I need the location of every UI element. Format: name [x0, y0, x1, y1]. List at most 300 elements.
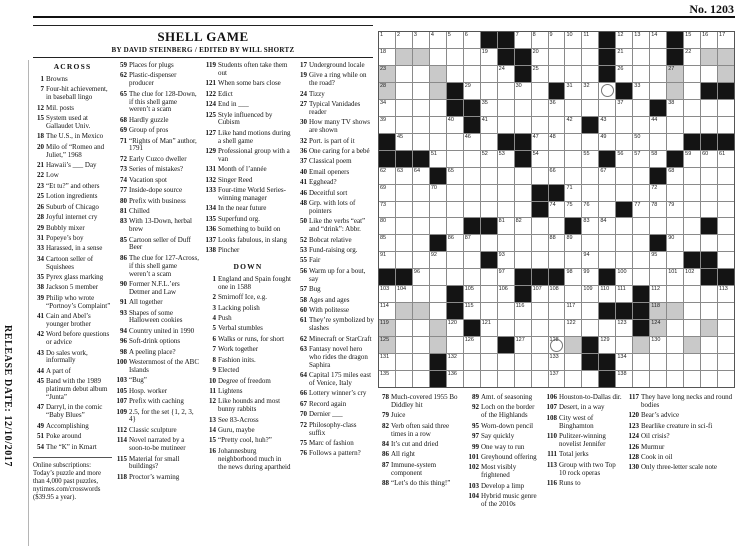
grid-cell[interactable] [650, 303, 666, 319]
grid-cell[interactable] [684, 32, 700, 48]
grid-cell[interactable] [633, 371, 649, 387]
grid-cell[interactable] [565, 66, 581, 82]
grid-cell[interactable] [396, 354, 412, 370]
grid-cell[interactable] [532, 66, 548, 82]
grid-cell[interactable] [481, 185, 497, 201]
grid-cell[interactable] [413, 83, 429, 99]
grid-cell[interactable] [498, 83, 514, 99]
grid-cell[interactable] [464, 286, 480, 302]
grid-cell[interactable] [481, 134, 497, 150]
grid-cell[interactable] [532, 337, 548, 353]
grid-cell[interactable] [430, 134, 446, 150]
grid-cell[interactable] [650, 354, 666, 370]
grid-cell[interactable] [481, 202, 497, 218]
grid-cell[interactable] [498, 66, 514, 82]
grid-cell[interactable] [464, 49, 480, 65]
grid-cell[interactable] [667, 218, 683, 234]
grid-cell[interactable] [515, 83, 531, 99]
grid-cell[interactable] [396, 218, 412, 234]
grid-cell[interactable] [718, 286, 734, 302]
grid-cell[interactable] [379, 337, 395, 353]
grid-cell[interactable] [464, 252, 480, 268]
grid-cell[interactable] [650, 320, 666, 336]
grid-cell[interactable] [684, 100, 700, 116]
grid-cell[interactable] [701, 66, 717, 82]
grid-cell[interactable] [599, 337, 615, 353]
grid-cell[interactable] [633, 151, 649, 167]
grid-cell[interactable] [701, 371, 717, 387]
grid-cell[interactable] [430, 286, 446, 302]
grid-cell[interactable] [684, 303, 700, 319]
grid-cell[interactable] [515, 185, 531, 201]
grid-cell[interactable] [599, 134, 615, 150]
grid-cell[interactable] [667, 252, 683, 268]
grid-cell[interactable] [447, 371, 463, 387]
grid-cell[interactable] [379, 354, 395, 370]
grid-cell[interactable] [447, 269, 463, 285]
grid-cell[interactable] [447, 134, 463, 150]
grid-cell[interactable] [481, 354, 497, 370]
grid-cell[interactable] [650, 66, 666, 82]
grid-cell[interactable] [396, 303, 412, 319]
grid-cell[interactable] [582, 66, 598, 82]
grid-cell[interactable] [396, 117, 412, 133]
grid-cell[interactable] [498, 202, 514, 218]
grid-cell[interactable] [498, 100, 514, 116]
grid-cell[interactable] [464, 303, 480, 319]
grid-cell[interactable] [396, 66, 412, 82]
grid-cell[interactable] [650, 252, 666, 268]
grid-cell[interactable] [667, 320, 683, 336]
grid-cell[interactable] [684, 320, 700, 336]
grid-cell[interactable] [464, 269, 480, 285]
grid-cell[interactable] [447, 185, 463, 201]
grid-cell[interactable] [667, 134, 683, 150]
grid-cell[interactable] [430, 252, 446, 268]
grid-cell[interactable] [667, 117, 683, 133]
grid-cell[interactable] [396, 320, 412, 336]
grid-cell[interactable] [667, 83, 683, 99]
grid-cell[interactable] [718, 320, 734, 336]
grid-cell[interactable] [667, 235, 683, 251]
grid-cell[interactable] [701, 235, 717, 251]
grid-cell[interactable] [684, 337, 700, 353]
grid-cell[interactable] [616, 185, 632, 201]
grid-cell[interactable] [515, 235, 531, 251]
grid-cell[interactable] [650, 202, 666, 218]
grid-cell[interactable] [396, 337, 412, 353]
grid-cell[interactable] [633, 269, 649, 285]
grid-cell[interactable] [515, 337, 531, 353]
grid-cell[interactable] [599, 185, 615, 201]
grid-cell[interactable] [599, 320, 615, 336]
grid-cell[interactable] [430, 66, 446, 82]
grid-cell[interactable] [616, 66, 632, 82]
grid-cell[interactable] [379, 235, 395, 251]
grid-cell[interactable] [701, 32, 717, 48]
grid-cell[interactable] [650, 218, 666, 234]
grid-cell[interactable] [532, 100, 548, 116]
grid-cell[interactable] [549, 100, 565, 116]
grid-cell[interactable] [565, 320, 581, 336]
grid-cell[interactable] [667, 100, 683, 116]
grid-cell[interactable] [582, 151, 598, 167]
grid-cell[interactable] [532, 354, 548, 370]
grid-cell[interactable] [718, 235, 734, 251]
grid-cell[interactable] [616, 235, 632, 251]
grid-cell[interactable] [667, 185, 683, 201]
grid-cell[interactable] [464, 371, 480, 387]
grid-cell[interactable] [481, 100, 497, 116]
grid-cell[interactable] [413, 168, 429, 184]
grid-cell[interactable] [447, 202, 463, 218]
grid-cell[interactable] [498, 218, 514, 234]
grid-cell[interactable] [464, 66, 480, 82]
grid-cell[interactable] [565, 235, 581, 251]
grid-cell[interactable] [413, 32, 429, 48]
grid-cell[interactable] [379, 202, 395, 218]
grid-cell[interactable] [718, 49, 734, 65]
grid-cell[interactable] [582, 235, 598, 251]
grid-cell[interactable] [616, 32, 632, 48]
grid-cell[interactable] [633, 337, 649, 353]
grid-cell[interactable] [464, 151, 480, 167]
grid-cell[interactable] [549, 286, 565, 302]
grid-cell[interactable] [667, 354, 683, 370]
grid-cell[interactable] [701, 354, 717, 370]
grid-cell[interactable] [396, 185, 412, 201]
grid-cell[interactable] [498, 117, 514, 133]
grid-cell[interactable] [565, 151, 581, 167]
grid-cell[interactable] [582, 49, 598, 65]
grid-cell[interactable] [650, 49, 666, 65]
grid-cell[interactable] [549, 303, 565, 319]
grid-cell[interactable] [549, 134, 565, 150]
grid-cell[interactable] [633, 49, 649, 65]
grid-cell[interactable] [565, 32, 581, 48]
grid-cell[interactable] [684, 49, 700, 65]
grid-cell[interactable] [633, 134, 649, 150]
grid-cell[interactable] [718, 303, 734, 319]
grid-cell[interactable] [379, 218, 395, 234]
grid-cell[interactable] [379, 371, 395, 387]
grid-cell[interactable] [701, 202, 717, 218]
grid-cell[interactable] [498, 354, 514, 370]
grid-cell[interactable] [667, 286, 683, 302]
grid-cell[interactable] [379, 100, 395, 116]
grid-cell[interactable] [684, 286, 700, 302]
grid-cell[interactable] [582, 252, 598, 268]
grid-cell[interactable] [396, 83, 412, 99]
grid-cell[interactable] [633, 218, 649, 234]
grid-cell[interactable] [565, 100, 581, 116]
grid-cell[interactable] [633, 252, 649, 268]
grid-cell[interactable] [582, 286, 598, 302]
grid-cell[interactable] [515, 168, 531, 184]
grid-cell[interactable] [430, 151, 446, 167]
grid-cell[interactable] [650, 151, 666, 167]
grid-cell[interactable] [447, 252, 463, 268]
grid-cell[interactable] [413, 235, 429, 251]
grid-cell[interactable] [515, 303, 531, 319]
grid-cell[interactable] [430, 32, 446, 48]
grid-cell[interactable] [650, 371, 666, 387]
grid-cell[interactable] [582, 83, 598, 99]
grid-cell[interactable] [684, 202, 700, 218]
grid-cell[interactable] [532, 218, 548, 234]
grid-cell[interactable] [515, 202, 531, 218]
grid-cell[interactable] [616, 218, 632, 234]
grid-cell[interactable] [498, 371, 514, 387]
grid-cell[interactable] [396, 49, 412, 65]
grid-cell[interactable] [532, 49, 548, 65]
grid-cell[interactable] [616, 354, 632, 370]
grid-cell[interactable] [532, 252, 548, 268]
grid-cell[interactable] [599, 218, 615, 234]
grid-cell[interactable] [718, 218, 734, 234]
grid-cell[interactable] [684, 83, 700, 99]
grid-cell[interactable] [718, 252, 734, 268]
grid-cell[interactable] [515, 371, 531, 387]
grid-cell[interactable] [684, 151, 700, 167]
grid-cell[interactable] [498, 252, 514, 268]
grid-cell[interactable] [582, 185, 598, 201]
grid-cell[interactable] [413, 134, 429, 150]
grid-cell[interactable] [396, 202, 412, 218]
grid-cell[interactable] [532, 83, 548, 99]
grid-cell[interactable] [582, 32, 598, 48]
grid-cell[interactable] [599, 252, 615, 268]
grid-cell[interactable] [413, 354, 429, 370]
grid-cell[interactable] [650, 117, 666, 133]
grid-cell[interactable] [396, 32, 412, 48]
grid-cell[interactable] [464, 134, 480, 150]
grid-cell[interactable] [582, 320, 598, 336]
grid-cell[interactable] [582, 371, 598, 387]
grid-cell[interactable] [498, 320, 514, 336]
grid-cell[interactable] [701, 286, 717, 302]
grid-cell[interactable] [396, 286, 412, 302]
grid-cell[interactable] [464, 354, 480, 370]
grid-cell[interactable] [650, 32, 666, 48]
grid-cell[interactable] [565, 49, 581, 65]
grid-cell[interactable] [684, 371, 700, 387]
grid-cell[interactable] [532, 320, 548, 336]
grid-cell[interactable] [532, 134, 548, 150]
grid-cell[interactable] [701, 337, 717, 353]
grid-cell[interactable] [549, 202, 565, 218]
grid-cell[interactable] [582, 100, 598, 116]
grid-cell[interactable] [481, 320, 497, 336]
grid-cell[interactable] [396, 371, 412, 387]
grid-cell[interactable] [447, 235, 463, 251]
grid-cell[interactable] [447, 320, 463, 336]
grid-cell[interactable] [633, 235, 649, 251]
grid-cell[interactable] [565, 337, 581, 353]
grid-cell[interactable] [379, 303, 395, 319]
grid-cell[interactable] [667, 303, 683, 319]
grid-cell[interactable] [582, 134, 598, 150]
grid-cell[interactable] [549, 337, 565, 353]
grid-cell[interactable] [718, 354, 734, 370]
grid-cell[interactable] [650, 337, 666, 353]
grid-cell[interactable] [718, 168, 734, 184]
grid-cell[interactable] [481, 49, 497, 65]
grid-cell[interactable] [684, 185, 700, 201]
grid-cell[interactable] [633, 185, 649, 201]
grid-cell[interactable] [701, 320, 717, 336]
grid-cell[interactable] [565, 83, 581, 99]
grid-cell[interactable] [464, 168, 480, 184]
grid-cell[interactable] [667, 371, 683, 387]
grid-cell[interactable] [549, 235, 565, 251]
grid-cell[interactable] [413, 100, 429, 116]
grid-cell[interactable] [565, 168, 581, 184]
grid-cell[interactable] [582, 269, 598, 285]
grid-cell[interactable] [701, 168, 717, 184]
grid-cell[interactable] [413, 117, 429, 133]
grid-cell[interactable] [532, 303, 548, 319]
grid-cell[interactable] [447, 66, 463, 82]
grid-cell[interactable] [447, 49, 463, 65]
grid-cell[interactable] [718, 151, 734, 167]
grid-cell[interactable] [379, 83, 395, 99]
grid-cell[interactable] [599, 235, 615, 251]
grid-cell[interactable] [582, 168, 598, 184]
grid-cell[interactable] [464, 32, 480, 48]
grid-cell[interactable] [379, 185, 395, 201]
grid-cell[interactable] [430, 320, 446, 336]
grid-cell[interactable] [667, 337, 683, 353]
grid-cell[interactable] [379, 168, 395, 184]
grid-cell[interactable] [532, 117, 548, 133]
grid-cell[interactable] [532, 286, 548, 302]
grid-cell[interactable] [515, 354, 531, 370]
grid-cell[interactable] [684, 354, 700, 370]
grid-cell[interactable] [430, 83, 446, 99]
grid-cell[interactable] [464, 235, 480, 251]
grid-cell[interactable] [616, 134, 632, 150]
grid-cell[interactable] [633, 66, 649, 82]
grid-cell[interactable] [650, 185, 666, 201]
grid-cell[interactable] [565, 134, 581, 150]
grid-cell[interactable] [464, 185, 480, 201]
grid-cell[interactable] [565, 303, 581, 319]
grid-cell[interactable] [515, 117, 531, 133]
grid-cell[interactable] [616, 269, 632, 285]
grid-cell[interactable] [599, 286, 615, 302]
grid-cell[interactable] [481, 286, 497, 302]
grid-cell[interactable] [718, 371, 734, 387]
grid-cell[interactable] [498, 185, 514, 201]
grid-cell[interactable] [565, 354, 581, 370]
grid-cell[interactable] [599, 83, 615, 99]
grid-cell[interactable] [532, 371, 548, 387]
grid-cell[interactable] [498, 303, 514, 319]
grid-cell[interactable] [413, 269, 429, 285]
grid-cell[interactable] [582, 303, 598, 319]
grid-cell[interactable] [565, 286, 581, 302]
grid-cell[interactable] [430, 100, 446, 116]
grid-cell[interactable] [667, 66, 683, 82]
grid-cell[interactable] [549, 66, 565, 82]
grid-cell[interactable] [498, 151, 514, 167]
grid-cell[interactable] [701, 151, 717, 167]
grid-cell[interactable] [582, 218, 598, 234]
grid-cell[interactable] [464, 202, 480, 218]
grid-cell[interactable] [413, 66, 429, 82]
grid-cell[interactable] [532, 32, 548, 48]
grid-cell[interactable] [565, 371, 581, 387]
grid-cell[interactable] [549, 151, 565, 167]
grid-cell[interactable] [650, 286, 666, 302]
grid-cell[interactable] [616, 100, 632, 116]
grid-cell[interactable] [565, 252, 581, 268]
grid-cell[interactable] [413, 49, 429, 65]
grid-cell[interactable] [413, 303, 429, 319]
grid-cell[interactable] [684, 117, 700, 133]
grid-cell[interactable] [379, 32, 395, 48]
grid-cell[interactable] [515, 218, 531, 234]
grid-cell[interactable] [684, 269, 700, 285]
grid-cell[interactable] [481, 235, 497, 251]
grid-cell[interactable] [633, 83, 649, 99]
grid-cell[interactable] [616, 252, 632, 268]
grid-cell[interactable] [481, 371, 497, 387]
grid-cell[interactable] [413, 185, 429, 201]
grid-cell[interactable] [549, 49, 565, 65]
grid-cell[interactable] [430, 202, 446, 218]
grid-cell[interactable] [413, 286, 429, 302]
grid-cell[interactable] [481, 337, 497, 353]
grid-cell[interactable] [633, 354, 649, 370]
grid-cell[interactable] [599, 117, 615, 133]
grid-cell[interactable] [565, 202, 581, 218]
grid-cell[interactable] [447, 32, 463, 48]
grid-cell[interactable] [430, 303, 446, 319]
grid-cell[interactable] [650, 269, 666, 285]
grid-cell[interactable] [396, 235, 412, 251]
grid-cell[interactable] [498, 235, 514, 251]
grid-cell[interactable] [379, 117, 395, 133]
grid-cell[interactable] [481, 151, 497, 167]
grid-cell[interactable] [616, 337, 632, 353]
grid-cell[interactable] [464, 83, 480, 99]
grid-cell[interactable] [718, 202, 734, 218]
grid-cell[interactable] [430, 49, 446, 65]
grid-cell[interactable] [599, 100, 615, 116]
grid-cell[interactable] [549, 354, 565, 370]
grid-cell[interactable] [532, 235, 548, 251]
grid-cell[interactable] [447, 117, 463, 133]
grid-cell[interactable] [430, 269, 446, 285]
grid-cell[interactable] [616, 168, 632, 184]
grid-cell[interactable] [498, 269, 514, 285]
grid-cell[interactable] [549, 168, 565, 184]
grid-cell[interactable] [498, 286, 514, 302]
grid-cell[interactable] [481, 168, 497, 184]
grid-cell[interactable] [515, 100, 531, 116]
grid-cell[interactable] [718, 100, 734, 116]
grid-cell[interactable] [650, 83, 666, 99]
grid-cell[interactable] [396, 252, 412, 268]
grid-cell[interactable] [464, 337, 480, 353]
grid-cell[interactable] [701, 49, 717, 65]
grid-cell[interactable] [413, 202, 429, 218]
grid-cell[interactable] [549, 218, 565, 234]
grid-cell[interactable] [379, 66, 395, 82]
grid-cell[interactable] [396, 134, 412, 150]
